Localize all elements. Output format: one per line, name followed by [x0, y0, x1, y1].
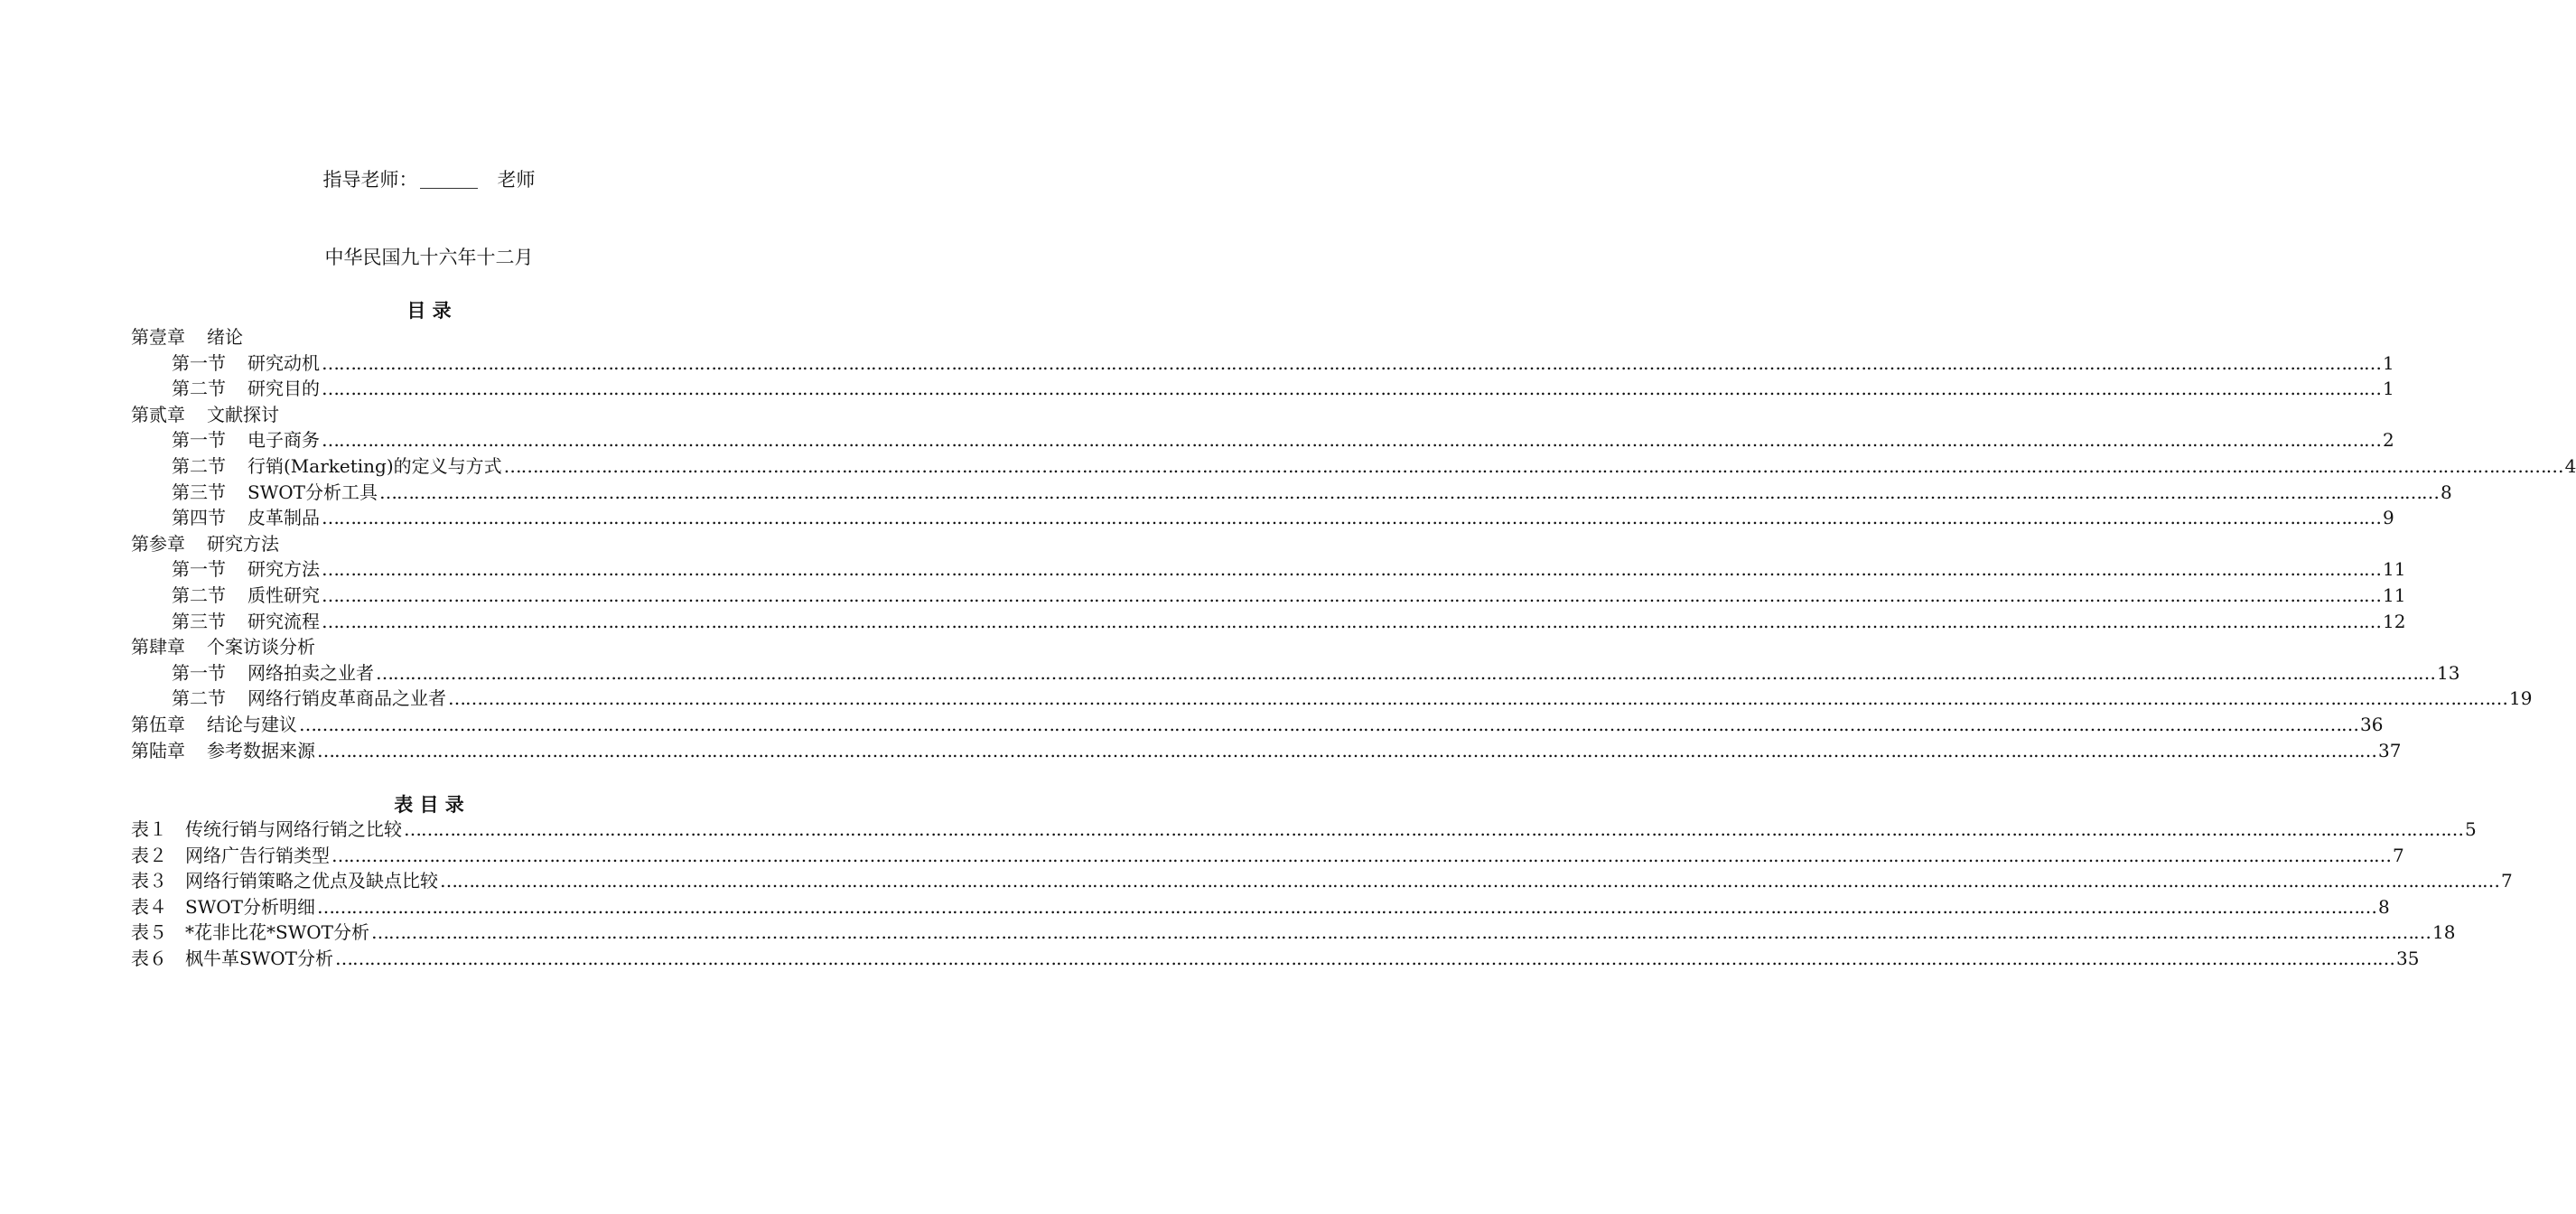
toc-number: 第一节 — [172, 558, 226, 581]
leader-dots: ……………………………………………………………………………………………………………………………………………………………………………………………………………………………………………………………………………………………………………………………… — [322, 610, 2381, 632]
page-number: 7 — [2393, 844, 2404, 866]
leader-dots: ……………………………………………………………………………………………………………………………………………………………………………………………………………………………………………………………………………………………………………………………… — [404, 818, 2463, 840]
leader-dots: ……………………………………………………………………………………………………………………………………………………………………………………………………………………………………………………………………………………………………………………………… — [440, 870, 2499, 892]
tables-title: 表 目 录 — [394, 793, 464, 816]
page-number: 8 — [2378, 895, 2390, 918]
toc-title-text: 电子商务 — [247, 429, 320, 452]
page-number: 12 — [2383, 610, 2406, 632]
toc-number: 第二节 — [172, 584, 226, 606]
toc-number: 第伍章 — [131, 714, 185, 735]
toc-section[interactable] — [172, 453, 2576, 479]
toc-section[interactable] — [172, 686, 2533, 711]
toc-title-text: 文献探讨 — [207, 403, 279, 425]
toc-title-text: SWOT分析工具 — [247, 481, 378, 503]
page-number: 4 — [2564, 455, 2576, 477]
toc-title-text: 绪论 — [207, 326, 243, 348]
toc-chapter[interactable] — [131, 712, 2384, 737]
toc-chapter[interactable] — [131, 531, 279, 556]
toc-title-text: 研究方法 — [247, 558, 320, 581]
toc-number: 第一节 — [172, 661, 226, 684]
page-number: 35 — [2396, 948, 2420, 969]
advisor-name-blank — [420, 172, 478, 189]
table-number: 表４ — [131, 895, 167, 918]
toc-number: 第陆章 — [131, 739, 185, 761]
page-number: 9 — [2383, 507, 2394, 529]
page-number: 11 — [2383, 584, 2406, 606]
toc-number: 第三节 — [172, 481, 226, 503]
page-number: 37 — [2378, 739, 2402, 761]
toc-section[interactable] — [172, 556, 2406, 582]
leader-dots: ……………………………………………………………………………………………………………………………………………………………………………………………………………………………………………………………………………………………………………………………… — [448, 687, 2507, 710]
table-title-text: *花非比花*SWOT分析 — [185, 921, 369, 944]
table-number: 表２ — [131, 844, 167, 866]
toc-number: 第贰章 — [131, 403, 185, 425]
toc-section[interactable] — [172, 609, 2406, 634]
table-number: 表１ — [131, 818, 167, 840]
table-title-text: SWOT分析明细 — [185, 895, 315, 918]
toc-section[interactable] — [172, 376, 2394, 401]
advisor-line — [0, 168, 858, 191]
leader-dots: ……………………………………………………………………………………………………………………………………………………………………………………………………………………………………………………………………………………………………………………………… — [322, 351, 2381, 374]
leader-dots: ……………………………………………………………………………………………………………………………………………………………………………………………………………………………………………………………………………………………………………………………… — [322, 507, 2381, 529]
toc-section[interactable] — [172, 427, 2394, 453]
leader-dots: ……………………………………………………………………………………………………………………………………………………………………………………………………………………………………………………………………………………………………………………………… — [371, 921, 2431, 944]
page-number: 1 — [2383, 378, 2394, 400]
leader-dots: ……………………………………………………………………………………………………………………………………………………………………………………………………………………………………………………………………………………………………………………………… — [299, 714, 2358, 735]
table-title-text: 网络广告行销类型 — [185, 844, 330, 866]
toc-number: 第一节 — [172, 351, 226, 374]
advisor-label: 指导老师： — [322, 169, 418, 191]
table-list-item[interactable] — [131, 946, 2420, 971]
table-list-item[interactable] — [131, 894, 2390, 920]
page-number: 36 — [2360, 714, 2384, 735]
leader-dots: ……………………………………………………………………………………………………………………………………………………………………………………………………………………………………………………………………………………………………………………………… — [322, 429, 2381, 452]
toc-title-text: 网络拍卖之业者 — [247, 661, 374, 684]
table-title-text: 传统行销与网络行销之比较 — [185, 818, 402, 840]
table-number: 表６ — [131, 948, 167, 969]
page-number: 18 — [2432, 921, 2456, 944]
table-list-item[interactable] — [131, 817, 2477, 842]
page-number: 2 — [2383, 429, 2394, 452]
toc-title-text: 研究流程 — [247, 610, 320, 632]
page-number: 8 — [2441, 481, 2452, 503]
toc-chapter[interactable] — [131, 402, 279, 427]
toc-title-text: 结论与建议 — [207, 714, 297, 735]
toc-title-text: 参考数据来源 — [207, 739, 315, 761]
toc-number: 第壹章 — [131, 326, 185, 348]
table-list-item[interactable] — [131, 868, 2513, 893]
page-number: 13 — [2437, 661, 2460, 684]
toc-number: 第四节 — [172, 507, 226, 529]
table-number: 表５ — [131, 921, 167, 944]
page-number: 1 — [2383, 351, 2394, 374]
toc-section[interactable] — [172, 505, 2394, 530]
toc-number: 第三节 — [172, 610, 226, 632]
leader-dots: ……………………………………………………………………………………………………………………………………………………………………………………………………………………………………………………………………………………………………………………………… — [322, 378, 2381, 400]
advisor-suffix: 老师 — [497, 169, 536, 191]
leader-dots: ……………………………………………………………………………………………………………………………………………………………………………………………………………………………………………………………………………………………………………………………… — [331, 844, 2391, 866]
page-number: 19 — [2509, 687, 2533, 710]
toc-number: 第肆章 — [131, 636, 185, 658]
toc-title-text: 网络行销皮革商品之业者 — [247, 687, 446, 710]
table-title-text: 网络行销策略之优点及缺点比较 — [185, 870, 438, 892]
toc-title: 目 录 — [406, 299, 452, 322]
table-title-text: 枫牛革SWOT分析 — [185, 948, 333, 969]
toc-number: 第二节 — [172, 687, 226, 710]
toc-section[interactable] — [172, 350, 2394, 376]
leader-dots: ……………………………………………………………………………………………………………………………………………………………………………………………………………………………………………………………………………………………………………………………… — [379, 481, 2439, 503]
table-list-item[interactable] — [131, 920, 2456, 945]
toc-number: 第二节 — [172, 455, 226, 477]
leader-dots: ……………………………………………………………………………………………………………………………………………………………………………………………………………………………………………………………………………………………………………………………… — [317, 895, 2376, 918]
toc-title-text: 行销(Marketing)的定义与方式 — [247, 455, 502, 477]
toc-number: 第参章 — [131, 532, 185, 555]
table-list-item[interactable] — [131, 843, 2404, 868]
toc-section[interactable] — [172, 583, 2406, 608]
toc-chapter[interactable] — [131, 738, 2402, 763]
toc-number: 第一节 — [172, 429, 226, 452]
leader-dots: ……………………………………………………………………………………………………………………………………………………………………………………………………………………………………………………………………………………………………………………………… — [322, 584, 2381, 606]
leader-dots: ……………………………………………………………………………………………………………………………………………………………………………………………………………………………………………………………………………………………………………………………… — [317, 739, 2376, 761]
toc-title-text: 研究动机 — [247, 351, 320, 374]
toc-section[interactable] — [172, 480, 2452, 505]
toc-title-text: 个案访谈分析 — [207, 636, 315, 658]
toc-title-text: 质性研究 — [247, 584, 320, 606]
toc-chapter[interactable] — [131, 324, 243, 350]
leader-dots: ……………………………………………………………………………………………………………………………………………………………………………………………………………………………………………………………………………………………………………………………… — [376, 661, 2435, 684]
date-line: 中华民国九十六年十二月 — [324, 247, 534, 268]
toc-section[interactable] — [172, 660, 2460, 686]
page-number: 7 — [2501, 870, 2513, 892]
page-number: 5 — [2465, 818, 2477, 840]
toc-title-text: 研究方法 — [207, 532, 279, 555]
toc-title-text: 皮革制品 — [247, 507, 320, 529]
leader-dots: ……………………………………………………………………………………………………………………………………………………………………………………………………………………………………………………………………………………………………………………………… — [322, 558, 2381, 581]
leader-dots: ……………………………………………………………………………………………………………………………………………………………………………………………………………………………………………………………………………………………………………………………… — [335, 948, 2394, 969]
page-number: 11 — [2383, 558, 2406, 581]
toc-chapter[interactable] — [131, 634, 315, 659]
toc-title-text: 研究目的 — [247, 378, 320, 400]
table-number: 表３ — [131, 870, 167, 892]
toc-number: 第二节 — [172, 378, 226, 400]
leader-dots: ……………………………………………………………………………………………………………………………………………………………………………………………………………………………………………………………………………………………………………………………… — [503, 455, 2563, 477]
